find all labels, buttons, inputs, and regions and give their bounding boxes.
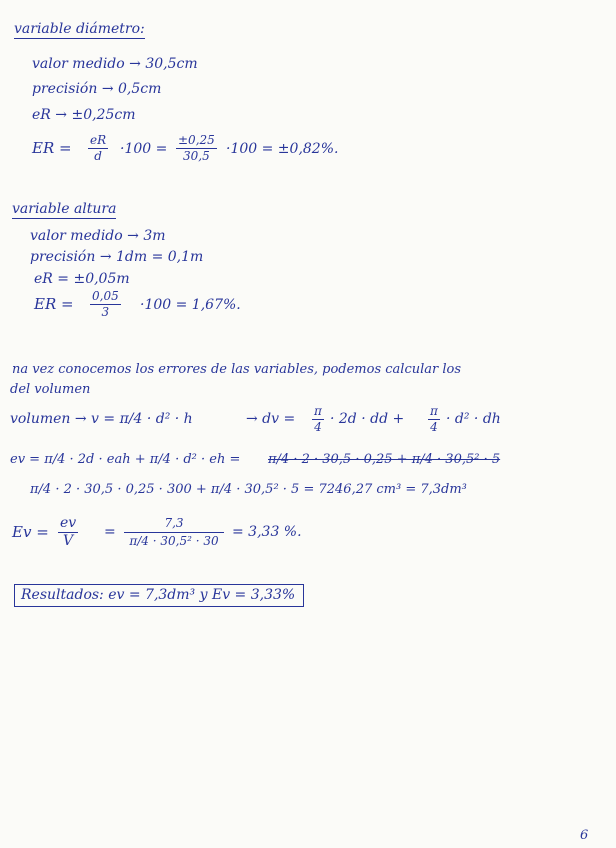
altura-frac-den: 3 bbox=[101, 305, 110, 319]
Ev-eq: = bbox=[104, 524, 116, 540]
diametro-errrel-mid: ·100 = bbox=[120, 141, 168, 157]
diametro-frac2 bbox=[176, 134, 217, 163]
altura-frac bbox=[90, 290, 121, 319]
volumen-formula-frac2-den: 4 bbox=[430, 420, 438, 434]
volumen-formula-frac2 bbox=[428, 405, 440, 434]
heading-altura: variable altura bbox=[12, 201, 117, 217]
diametro-error-abs: eR → ±0,25cm bbox=[32, 107, 136, 123]
altura-precision: precisión → 1dm = 0,1m bbox=[30, 249, 204, 265]
Ev-frac1 bbox=[58, 516, 78, 549]
ev-line-a-struck: π/4 · 2 · 30,5 · 0,25 + π/4 · 30,5² · 5 bbox=[268, 452, 501, 467]
diametro-frac1-num: eR bbox=[90, 133, 107, 147]
volumen-formula-left: volumen → v = π/4 · d² · h bbox=[10, 411, 193, 427]
volumen-formula-frac1 bbox=[312, 405, 324, 434]
Ev-frac1-num: ev bbox=[60, 515, 77, 531]
Ev-lhs: Ev = bbox=[12, 523, 49, 541]
volumen-formula-mid2: · 2d · dd + bbox=[330, 411, 405, 427]
diametro-errrel-result: ·100 = ±0,82%. bbox=[226, 141, 339, 157]
altura-errrel-lhs: ER = bbox=[34, 295, 74, 313]
Ev-result: = 3,33 %. bbox=[232, 524, 302, 540]
diametro-frac2-num: ±0,25 bbox=[178, 133, 215, 147]
diametro-valor: valor medido → 30,5cm bbox=[32, 56, 198, 72]
volumen-formula-end: · d² · dh bbox=[446, 411, 501, 427]
ev-line-a: ev = π/4 · 2d · eah + π/4 · d² · eh = bbox=[10, 452, 241, 467]
altura-valor: valor medido → 3m bbox=[30, 228, 166, 244]
Ev-frac2 bbox=[124, 516, 224, 549]
volumen-intro-line1: na vez conocemos los errores de las variables, podemos calcular los bbox=[12, 362, 462, 377]
diametro-errrel-lhs: ER = bbox=[32, 139, 72, 157]
Ev-frac2-den: π/4 · 30,5² · 30 bbox=[129, 534, 219, 548]
diametro-frac1-den: d bbox=[94, 149, 102, 163]
volumen-formula-mid: → dv = bbox=[246, 411, 296, 427]
result-box bbox=[14, 584, 304, 607]
altura-frac-num: 0,05 bbox=[92, 289, 119, 303]
result-box-text: Resultados: ev = 7,3dm³ y Ev = 3,33% bbox=[21, 587, 296, 603]
page-number: 6 bbox=[580, 828, 589, 843]
diametro-frac1 bbox=[88, 134, 108, 163]
altura-error-abs: eR = ±0,05m bbox=[34, 271, 130, 287]
volumen-formula-frac1-den: 4 bbox=[314, 420, 322, 434]
ev-line-b: π/4 · 2 · 30,5 · 0,25 · 300 + π/4 · 30,5² · 5 = 7246,27 cm³ = 7,3dm³ bbox=[30, 482, 467, 497]
Ev-frac1-den: V bbox=[63, 533, 74, 549]
diametro-precision: precisión → 0,5cm bbox=[32, 81, 162, 97]
heading-diametro: variable diámetro: bbox=[14, 21, 145, 37]
volumen-formula-frac2-num: π bbox=[430, 404, 438, 418]
Ev-frac2-num: 7,3 bbox=[124, 516, 224, 533]
diametro-frac2-den: 30,5 bbox=[183, 149, 210, 163]
volumen-formula-frac1-num: π bbox=[314, 404, 322, 418]
volumen-intro-line2: del volumen bbox=[10, 382, 91, 397]
altura-errrel-result: ·100 = 1,67%. bbox=[140, 297, 241, 313]
